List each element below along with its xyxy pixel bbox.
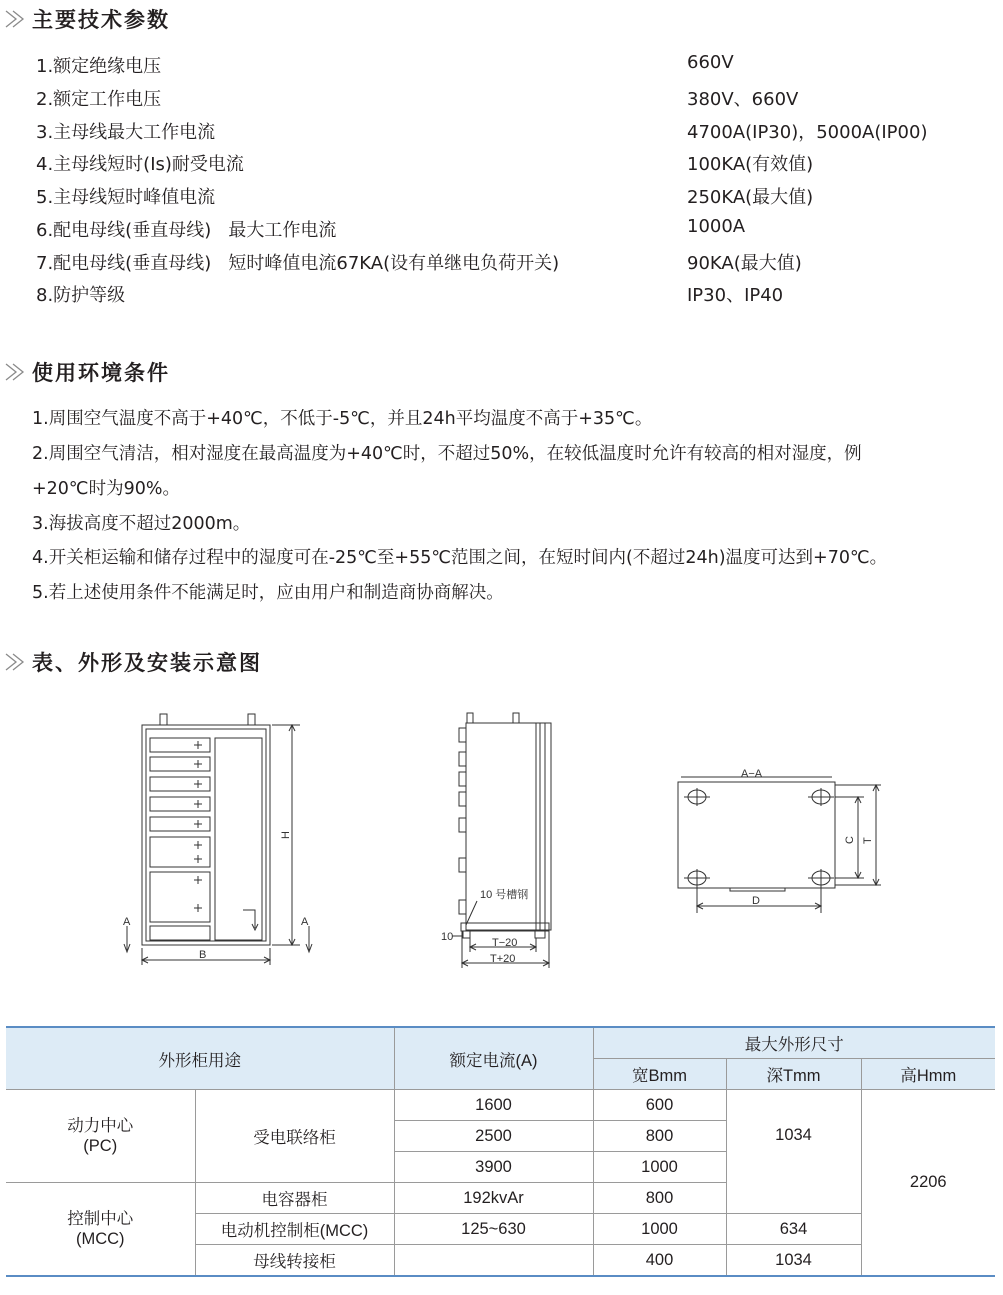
param-name: 5.主母线短时峰值电流 [36, 187, 216, 208]
section-view-drawing [678, 777, 881, 913]
param-row [36, 150, 976, 180]
width-cell: 400 [593, 1245, 726, 1277]
height-cell: 2206 [861, 1090, 995, 1277]
section-t-label: T [862, 837, 874, 844]
front-h-label: H [280, 831, 292, 839]
param-name: 8.防护等级 [36, 285, 126, 306]
current-cell: 192kvAr [394, 1183, 593, 1214]
param-name: 7.配电母线(垂直母线) 短时峰值电流67KA(设有单继电负荷开关) [36, 253, 560, 274]
side-t-minus-label: T−20 [492, 937, 518, 949]
section-d-label: D [752, 895, 760, 907]
section-aa-label: A−A [741, 768, 763, 780]
param-name: 3.主母线最大工作电流 [36, 122, 216, 143]
param-row [36, 52, 976, 82]
param-row [36, 249, 976, 279]
param-row [36, 183, 976, 213]
front-a-left-label: A [123, 916, 131, 928]
current-cell: 1600 [394, 1090, 593, 1121]
section-title: 主要技术参数 [32, 8, 170, 32]
type-cell: 电容器柜 [195, 1183, 394, 1214]
header-width: 宽Bmm [593, 1059, 726, 1090]
param-value: 250KA(最大值) [687, 187, 814, 208]
header-max-dim: 最大外形尺寸 [593, 1027, 995, 1059]
section-c-label: C [844, 836, 856, 844]
param-row [36, 216, 976, 246]
side-channel-label: 10 号槽钢 [480, 889, 529, 901]
param-name: 6.配电母线(垂直母线) 最大工作电流 [36, 220, 337, 241]
front-a-right-label: A [301, 916, 309, 928]
param-value: 380V、660V [687, 89, 799, 110]
current-cell: 2500 [394, 1121, 593, 1152]
width-cell: 1000 [593, 1152, 726, 1183]
param-name: 4.主母线短时(Is)耐受电流 [36, 154, 244, 175]
depth-cell: 634 [726, 1214, 861, 1245]
header-depth: 深Tmm [726, 1059, 861, 1090]
env-line: 1.周围空气温度不高于+40℃，不低于-5℃，并且24h平均温度不高于+35℃。 [32, 409, 653, 429]
env-line: 5.若上述使用条件不能满足时，应由用户和制造商协商解决。 [32, 583, 504, 603]
side-view-drawing [452, 713, 551, 968]
width-cell: 1000 [593, 1214, 726, 1245]
param-value: 660V [687, 52, 734, 73]
param-row [36, 118, 976, 148]
section-heading-figures [0, 647, 262, 677]
depth-cell: 1034 [726, 1090, 861, 1214]
current-cell [394, 1245, 593, 1277]
side-10-label: 10 [441, 931, 454, 943]
section-heading-env [0, 357, 170, 387]
current-cell: 125~630 [394, 1214, 593, 1245]
installation-drawings [0, 700, 1003, 980]
header-current: 额定电流(A) [394, 1027, 593, 1090]
table-row [6, 1090, 995, 1121]
param-value: 1000A [687, 216, 746, 237]
section-title: 表、外形及安装示意图 [32, 651, 262, 675]
type-cell: 母线转接柜 [195, 1245, 394, 1277]
param-value: 90KA(最大值) [687, 253, 802, 274]
param-name: 2.额定工作电压 [36, 89, 162, 110]
chevron-right-icon [2, 7, 28, 31]
front-b-label: B [199, 949, 207, 961]
side-t-plus-label: T+20 [490, 953, 516, 965]
param-value: 4700A(IP30)，5000A(IP00) [687, 122, 928, 143]
type-cell: 电动机控制柜(MCC) [195, 1214, 394, 1245]
param-row [36, 281, 976, 311]
section-title: 使用环境条件 [32, 361, 170, 385]
type-cell: 受电联络柜 [195, 1090, 394, 1183]
group-mcc-cell: 控制中心 (MCC) [6, 1183, 195, 1277]
env-line: 2.周围空气清洁，相对湿度在最高温度为+40℃时，不超过50%，在较低温度时允许有较高的相对湿度，例 [32, 444, 862, 464]
width-cell: 800 [593, 1121, 726, 1152]
param-row [36, 85, 976, 115]
current-cell: 3900 [394, 1152, 593, 1183]
depth-cell: 1034 [726, 1245, 861, 1277]
env-line: +20℃时为90%。 [32, 479, 180, 499]
header-height: 高Hmm [861, 1059, 995, 1090]
dimensions-table [6, 1026, 995, 1277]
section-heading-params [0, 4, 170, 34]
width-cell: 800 [593, 1183, 726, 1214]
group-pc-cell: 动力中心 (PC) [6, 1090, 195, 1183]
table-header-row [6, 1027, 995, 1059]
header-usage: 外形柜用途 [6, 1027, 394, 1090]
env-line: 4.开关柜运输和储存过程中的湿度可在-25℃至+55℃范围之间，在短时间内(不超过24h)温度可达到+70℃。 [32, 548, 888, 568]
param-value: IP30、IP40 [687, 285, 784, 306]
chevron-right-icon [2, 650, 28, 674]
width-cell: 600 [593, 1090, 726, 1121]
env-line: 3.海拔高度不超过2000m。 [32, 514, 251, 534]
param-name: 1.额定绝缘电压 [36, 56, 162, 77]
param-value: 100KA(有效值) [687, 154, 814, 175]
chevron-right-icon [2, 360, 28, 384]
